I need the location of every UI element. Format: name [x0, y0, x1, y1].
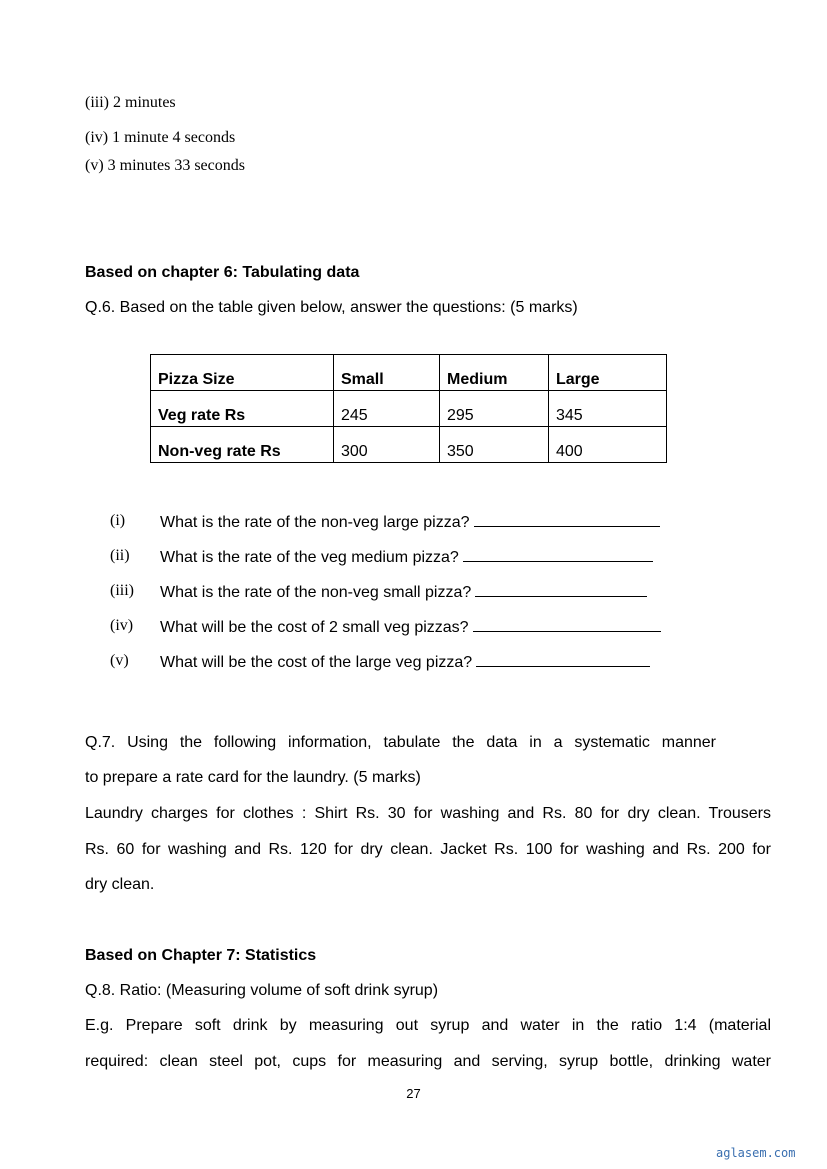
question-text: What will be the cost of 2 small veg pizzas? — [160, 619, 469, 636]
question-number: (ii) — [110, 547, 130, 564]
question-number: (iv) — [110, 617, 134, 634]
answer-blank[interactable] — [475, 582, 647, 597]
table-cell: 400 — [549, 427, 667, 463]
answer-v: (v) 3 minutes 33 seconds — [85, 157, 245, 174]
table-cell: 300 — [334, 427, 440, 463]
q7-line: Rs. 60 for washing and Rs. 120 for dry clean. Jacket Rs. 100 for washing and Rs. 200 for — [85, 841, 771, 858]
q8-prompt: Q.8. Ratio: (Measuring volume of soft drink syrup) — [85, 982, 439, 999]
question-text: What is the rate of the non-veg small pizza? — [160, 584, 472, 601]
answer-blank[interactable] — [463, 547, 653, 562]
watermark: aglasem.com — [716, 1146, 796, 1160]
answer-iii: (iii) 2 minutes — [85, 94, 176, 111]
q7-line: Laundry charges for clothes : Shirt Rs. 30 for washing and Rs. 80 for dry clean. Trousers — [85, 805, 771, 822]
chapter7-heading: Based on Chapter 7: Statistics — [85, 947, 317, 964]
question-line — [160, 547, 653, 567]
q8-line: E.g. Prepare soft drink by measuring out syrup and water in the ratio 1:4 (material — [85, 1017, 771, 1034]
question-line — [160, 512, 660, 532]
table-cell: Non-veg rate Rs — [151, 427, 334, 463]
question-text: What is the rate of the non-veg large pizza? — [160, 514, 470, 531]
q7-line: to prepare a rate card for the laundry. (5 marks) — [85, 769, 421, 786]
pizza-rate-table — [150, 354, 667, 463]
question-line — [160, 617, 661, 637]
question-line — [160, 582, 647, 602]
table-header-cell: Pizza Size — [151, 355, 334, 391]
table-cell: 350 — [440, 427, 549, 463]
q6-prompt: Q.6. Based on the table given below, answer the questions: (5 marks) — [85, 299, 578, 316]
table-header-cell: Small — [334, 355, 440, 391]
q8-line: required: clean steel pot, cups for measuring and serving, syrup bottle, drinking water — [85, 1053, 771, 1070]
question-number: (i) — [110, 512, 126, 529]
q7-line: Q.7. Using the following information, tabulate the data in a systematic manner — [85, 734, 716, 751]
question-text: What will be the cost of the large veg pizza? — [160, 654, 473, 671]
answer-blank[interactable] — [473, 617, 661, 632]
question-number: (v) — [110, 652, 129, 669]
page-number: 27 — [406, 1086, 421, 1101]
chapter6-heading: Based on chapter 6: Tabulating data — [85, 264, 360, 281]
table-row — [151, 391, 667, 427]
table-cell: 345 — [549, 391, 667, 427]
q7-line: dry clean. — [85, 876, 155, 893]
question-line — [160, 652, 650, 672]
answer-iv: (iv) 1 minute 4 seconds — [85, 129, 236, 146]
table-cell: 245 — [334, 391, 440, 427]
question-number: (iii) — [110, 582, 134, 599]
table-header-cell: Medium — [440, 355, 549, 391]
question-text: What is the rate of the veg medium pizza? — [160, 549, 459, 566]
table-cell: 295 — [440, 391, 549, 427]
table-header-row — [151, 355, 667, 391]
table-row — [151, 427, 667, 463]
answer-blank[interactable] — [476, 652, 650, 667]
table-cell: Veg rate Rs — [151, 391, 334, 427]
answer-blank[interactable] — [474, 512, 660, 527]
table-header-cell: Large — [549, 355, 667, 391]
